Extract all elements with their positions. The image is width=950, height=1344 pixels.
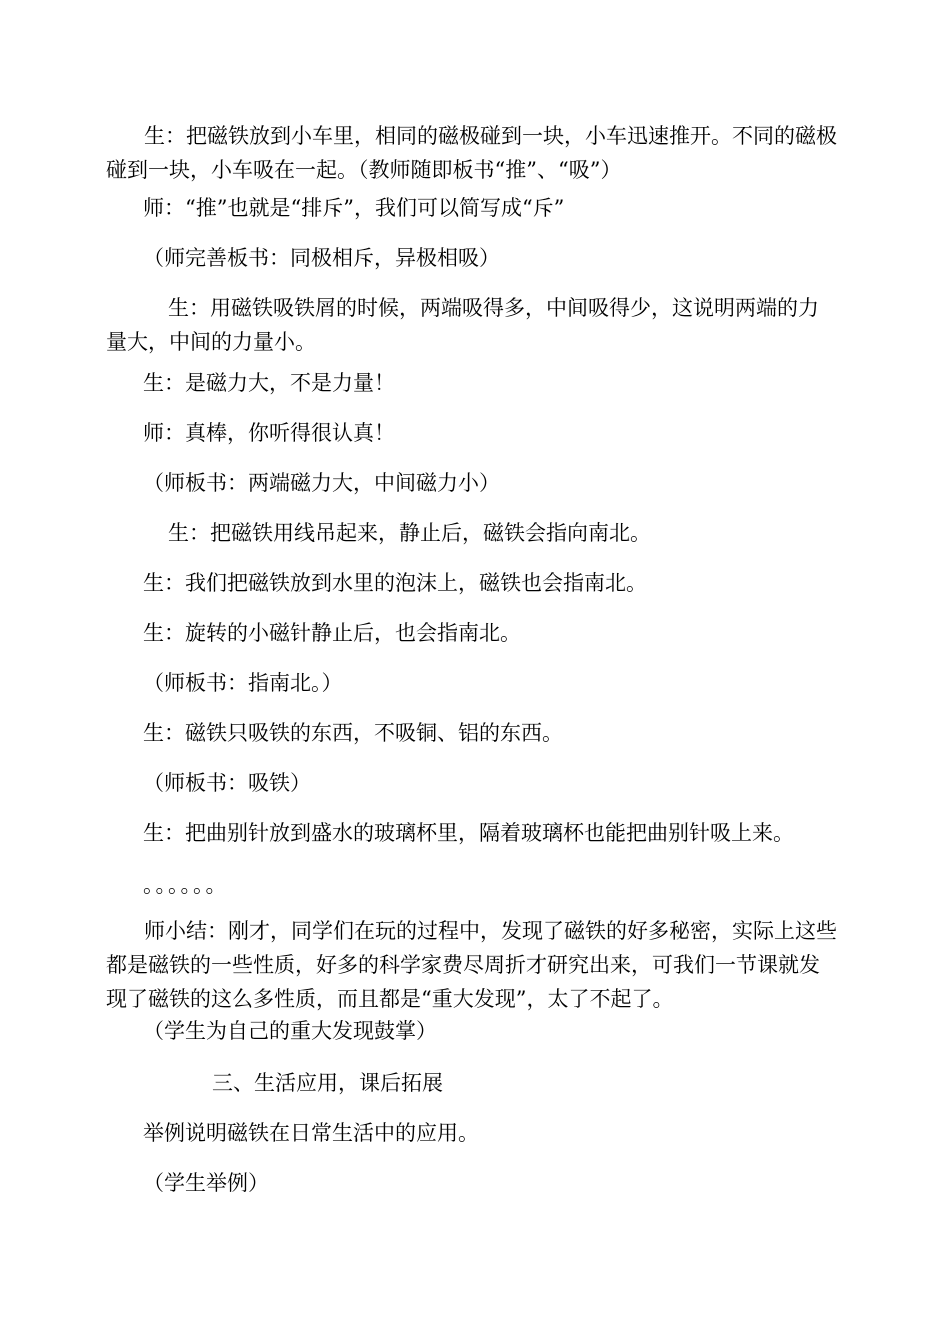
paragraph-6: 师：真棒，你听得很认真！ <box>143 421 395 445</box>
paragraph-8: 生：把磁铁用线吊起来，静止后，磁铁会指向南北。 <box>168 521 651 545</box>
paragraph-12: 生：磁铁只吸铁的东西，不吸铜、铝的东西。 <box>143 721 563 745</box>
paragraph-7: （师板书：两端磁力大，中间磁力小） <box>143 471 500 495</box>
paragraph-1: 生：把磁铁放到小车里，相同的磁极碰到一块，小车迅速推开。不同的磁极碰到一块，小车吸在一起。（教师随即板书“推”、“吸”） <box>106 124 837 182</box>
paragraph-14: 生：把曲别针放到盛水的玻璃杯里，隔着玻璃杯也能把曲别针吸上来。 <box>143 821 794 845</box>
paragraph-3: （师完善板书：同极相斥，异极相吸） <box>143 246 500 270</box>
paragraph-summary: 师小结：刚才，同学们在玩的过程中，发现了磁铁的好多秘密，实际上这些都是磁铁的一些性质，好多的科学家费尽周折才研究出来，可我们一节课就发现了磁铁的这么多性质，而且都是“重大发现”，太了不起了。 <box>106 919 837 1011</box>
paragraph-10: 生：旋转的小磁针静止后，也会指南北。 <box>143 621 521 645</box>
paragraph-examples: （学生举例） <box>143 1171 269 1195</box>
paragraph-applause: （学生为自己的重大发现鼓掌） <box>143 1019 437 1043</box>
paragraph-9: 生：我们把磁铁放到水里的泡沫上，磁铁也会指南北。 <box>143 571 647 595</box>
section-heading: 三、生活应用，课后拓展 <box>212 1071 443 1095</box>
paragraph-13: （师板书：吸铁） <box>143 771 311 795</box>
paragraph-4: 生：用磁铁吸铁屑的时候，两端吸得多，中间吸得少，这说明两端的力量大，中间的力量小。 <box>106 296 819 354</box>
ellipsis-line: 。。。。。。 <box>143 873 229 897</box>
paragraph-application: 举例说明磁铁在日常生活中的应用。 <box>143 1121 479 1145</box>
paragraph-5: 生：是磁力大，不是力量！ <box>143 371 395 395</box>
paragraph-11: （师板书：指南北。） <box>143 671 343 695</box>
paragraph-2: 师：“推”也就是“排斥”，我们可以简写成“斥” <box>143 196 565 220</box>
